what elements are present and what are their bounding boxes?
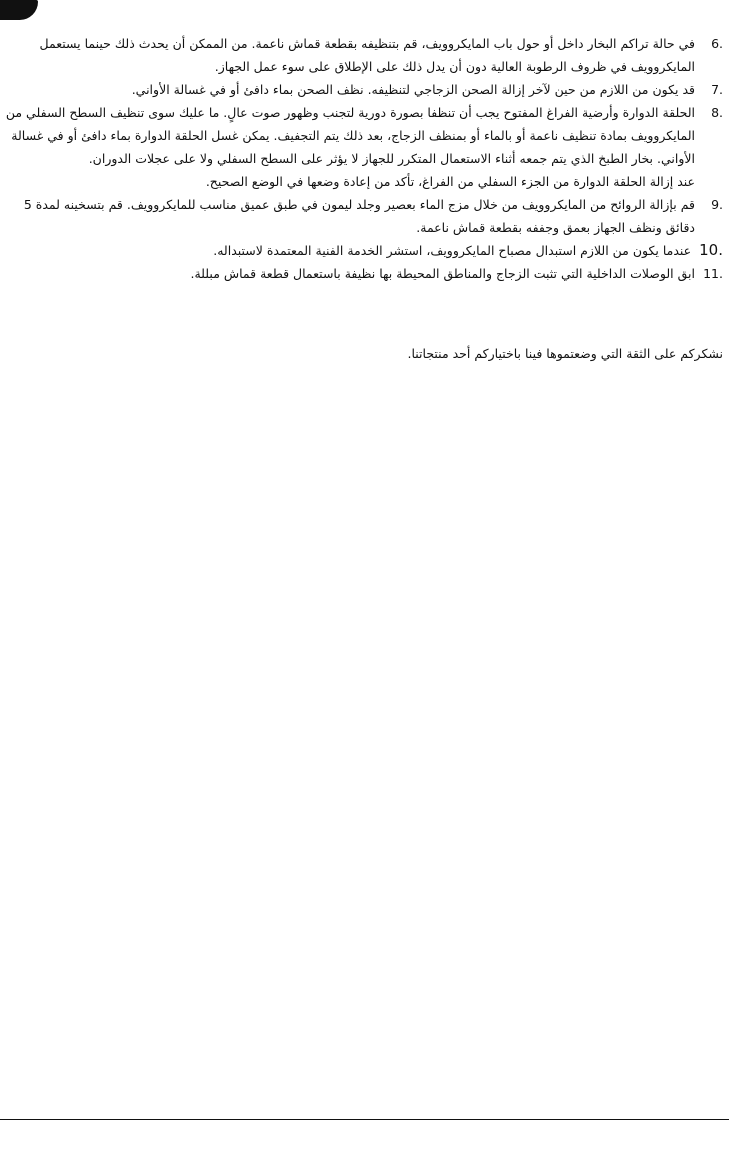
item-text	[4, 193, 703, 239]
item-text	[4, 101, 703, 193]
item-text	[4, 262, 703, 285]
item-text	[4, 32, 703, 78]
item-paragraph: الحلقة الدوارة وأرضية الفراغ المفتوح يجب أن تنظفا بصورة دورية لتجنب وظهور صوت عالٍ. ما عليك سوى تنظيف السطح السفلي من المايكروويف بمادة تنظيف ناعمة أو بالماء أو بمنظف الزجاج، بعد ذلك يتم التجفيف. يمكن غسل الحلقة الدوارة بماء دافئ أو في غسالة الأواني. بخار الطبخ الذي يتم جمعه أثناء الاستعمال المتكرر للجهاز لا يؤثر على السطح السفلي ولا على عجلات الدوران.	[5, 105, 695, 166]
list-item-8	[4, 101, 723, 193]
language-badge	[0, 0, 38, 20]
item-paragraph: عندما يكون من اللازم استبدال مصباح المايكروويف، استشر الخدمة الفنية المعتمدة لاستبداله.	[213, 243, 692, 258]
item-number: 11.	[703, 266, 723, 281]
item-paragraph: في حالة تراكم البخار داخل أو حول باب المايكروويف، قم بتنظيفه بقطعة قماش ناعمة. من الممكن أن يحدث ذلك حينما يستعمل المايكروويف في ظروف الرطوبة العالية دون أن يدل ذلك على الإطلاق على سوء عمل الجهاز.	[39, 36, 695, 74]
thank-you-note: نشكركم على الثقة التي وضعتموها فينا باختياركم أحد منتجاتنا.	[407, 346, 723, 361]
item-text	[4, 239, 699, 262]
item-number: 7.	[711, 82, 723, 97]
list-item-9	[4, 193, 723, 239]
footer-divider	[0, 1119, 729, 1120]
item-paragraph: ابق الوصلات الداخلية التي تثبت الزجاج والمناطق المحيطة بها نظيفة باستعمال قطعة قماش مبللة.	[190, 266, 695, 281]
list-item-11	[4, 262, 723, 285]
item-paragraph: عند إزالة الحلقة الدوارة من الجزء السفلي من الفراغ، تأكد من إعادة وضعها في الوضع الصحيح.	[205, 174, 695, 189]
item-paragraph: قد يكون من اللازم من حين لآخر إزالة الصحن الزجاجي لتنظيفه. نظف الصحن بماء دافئ أو في غسالة الأواني.	[131, 82, 695, 97]
item-number: 10.	[699, 241, 723, 259]
item-text	[4, 78, 703, 101]
item-paragraph: قم بإزالة الروائح من المايكروويف من خلال مزج الماء بعصير وجلد ليمون في طبق عميق مناسب للمايكروويف. قم بتسخينه لمدة 5 دقائق ونظف الجهاز بعمق وجففه بقطعة قماش ناعمة.	[23, 197, 695, 235]
item-number: 9.	[711, 197, 723, 212]
list-item-7	[4, 78, 723, 101]
list-item-10	[4, 239, 723, 262]
cleaning-instructions-list	[4, 32, 723, 285]
item-number: 8.	[711, 105, 723, 120]
list-item-6	[4, 32, 723, 78]
item-number: 6.	[711, 36, 723, 51]
